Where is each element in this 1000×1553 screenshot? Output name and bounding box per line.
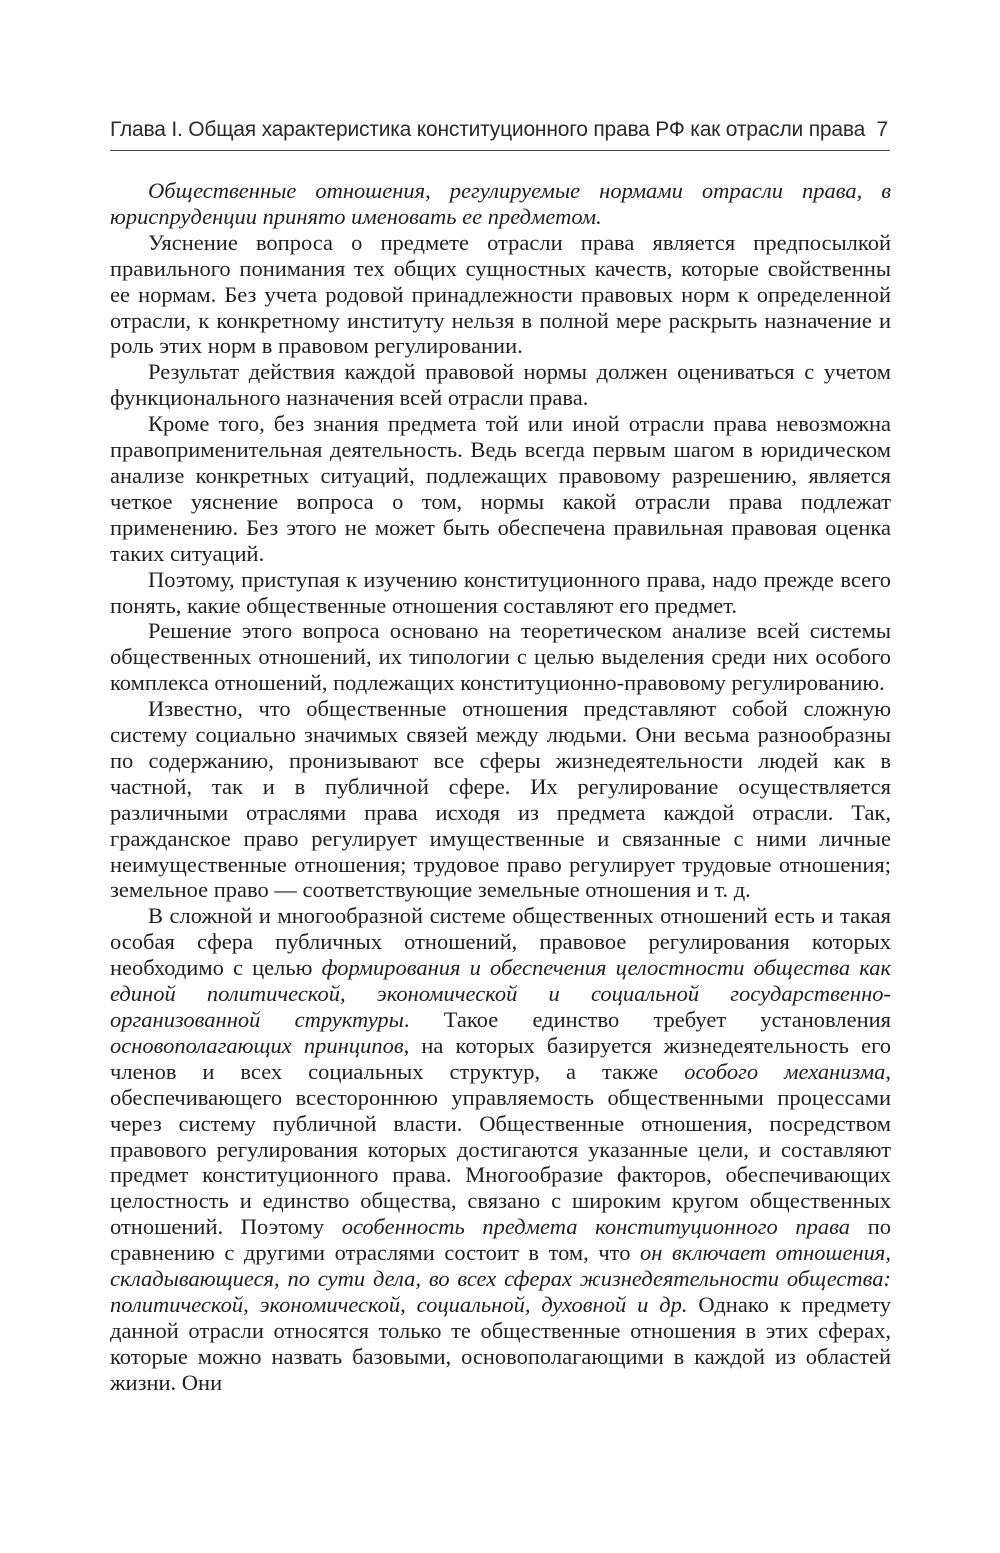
- paragraph-8: [110, 903, 891, 1395]
- paragraph-2: Уяснение вопроса о предмете отрасли права является предпосылкой правильного понимания тех общих сущностных качеств, которые свойственны ее нормам. Без учета родовой принадлежности правовых норм к определенной отрасли, к конкретному институту нельзя в полной мере раскрыть назначение и роль этих норм в правовом регулировании.: [110, 229, 891, 359]
- emphasis-segment: он включает отношения, складывающиеся, по сути дела, во всех сферах жизнедеятельности общества: политической, экономической, социальной, духовной и др.: [110, 1240, 891, 1317]
- paragraph-7: Известно, что общественные отношения представляют собой сложную систему социально значимых связей между людьми. Они весьма разнообразны по содержанию, пронизывают все сферы жизнедеятельности людей как в частной, так и в публичной сфере. Их регулирование осуществляется различными отраслями права исходя из предмета каждой отрасли. Так, гражданское право регулирует имущественные и связанные с ними личные неимущественные отношения; трудовое право регулирует трудовые отношения; земельное право — соответствующие земельные отношения и т. д.: [110, 696, 891, 903]
- paragraph-6: Решение этого вопроса основано на теоретическом анализе всей системы общественных отношений, их типологии с целью выделения среди них особого комплекса отношений, подлежащих конституционно-правовому регулированию.: [110, 618, 891, 696]
- paragraph-4: Кроме того, без знания предмета той или иной отрасли права невозможна правоприменительная деятельность. Ведь всегда первым шагом в юридическом анализе конкретных ситуаций, подлежащих правовому разрешению, является четкое уяснение вопроса о том, нормы какой отрасли права подлежат применению. Без этого не может быть обеспечена правильная правовая оценка таких ситуаций.: [110, 411, 891, 566]
- paragraph-5: Поэтому, приступая к изучению конституционного права, надо прежде всего понять, какие общественные отношения составляют его предмет.: [110, 566, 891, 618]
- text-segment: , на которых базируется жизнедеятельность его членов и всех социальных структур, а также: [110, 1032, 891, 1084]
- chapter-title: Глава I. Общая характеристика конституционного права РФ как отрасли права: [110, 118, 866, 141]
- body-text: [110, 178, 891, 1396]
- text-segment: Однако к предмету данной отрасли относятся только те общественные отношения в этих сферах, которые можно назвать базовыми, основополагающими в каждой из областей жизни. Они: [110, 1291, 891, 1395]
- text-segment: В сложной и многообразной системе общественных отношений есть и такая особая сфера публичных отношений, правовое регулирования которых необходимо с целью: [110, 903, 891, 981]
- emphasis-segment: особенность предмета конституционного права: [341, 1214, 851, 1240]
- page-number: 7: [876, 118, 888, 141]
- paragraph-3: Результат действия каждой правовой нормы должен оцениваться с учетом функционального назначения всей отрасли права.: [110, 359, 891, 411]
- emphasis-segment: особого механизма: [684, 1058, 886, 1084]
- emphasis-segment: формирования и обеспечения целостности общества как единой политической, экономической и социальной государственно-организованной структуры: [110, 955, 891, 1032]
- paragraph-1: Общественные отношения, регулируемые нормами отрасли права, в юриспруденции принято именовать ее предметом.: [110, 178, 891, 229]
- emphasis-segment: основополагающих принципов: [110, 1032, 404, 1058]
- text-segment: , обеспечивающего всестороннюю управляемость общественными процессами через систему публичной власти. Общественные отношения, посредством правового регулирования которых достигаются указанные цели, и составляют предмет конституционного права. Многообразие факторов, обеспечивающих целостность и единство общества, связано с широким кругом общественных отношений. Поэтому: [110, 1058, 892, 1240]
- text-segment: . Такое единство требует установления: [403, 1007, 891, 1032]
- running-header: [110, 116, 890, 151]
- text-segment: по сравнению с другими отраслями состоит в том, что: [110, 1214, 891, 1266]
